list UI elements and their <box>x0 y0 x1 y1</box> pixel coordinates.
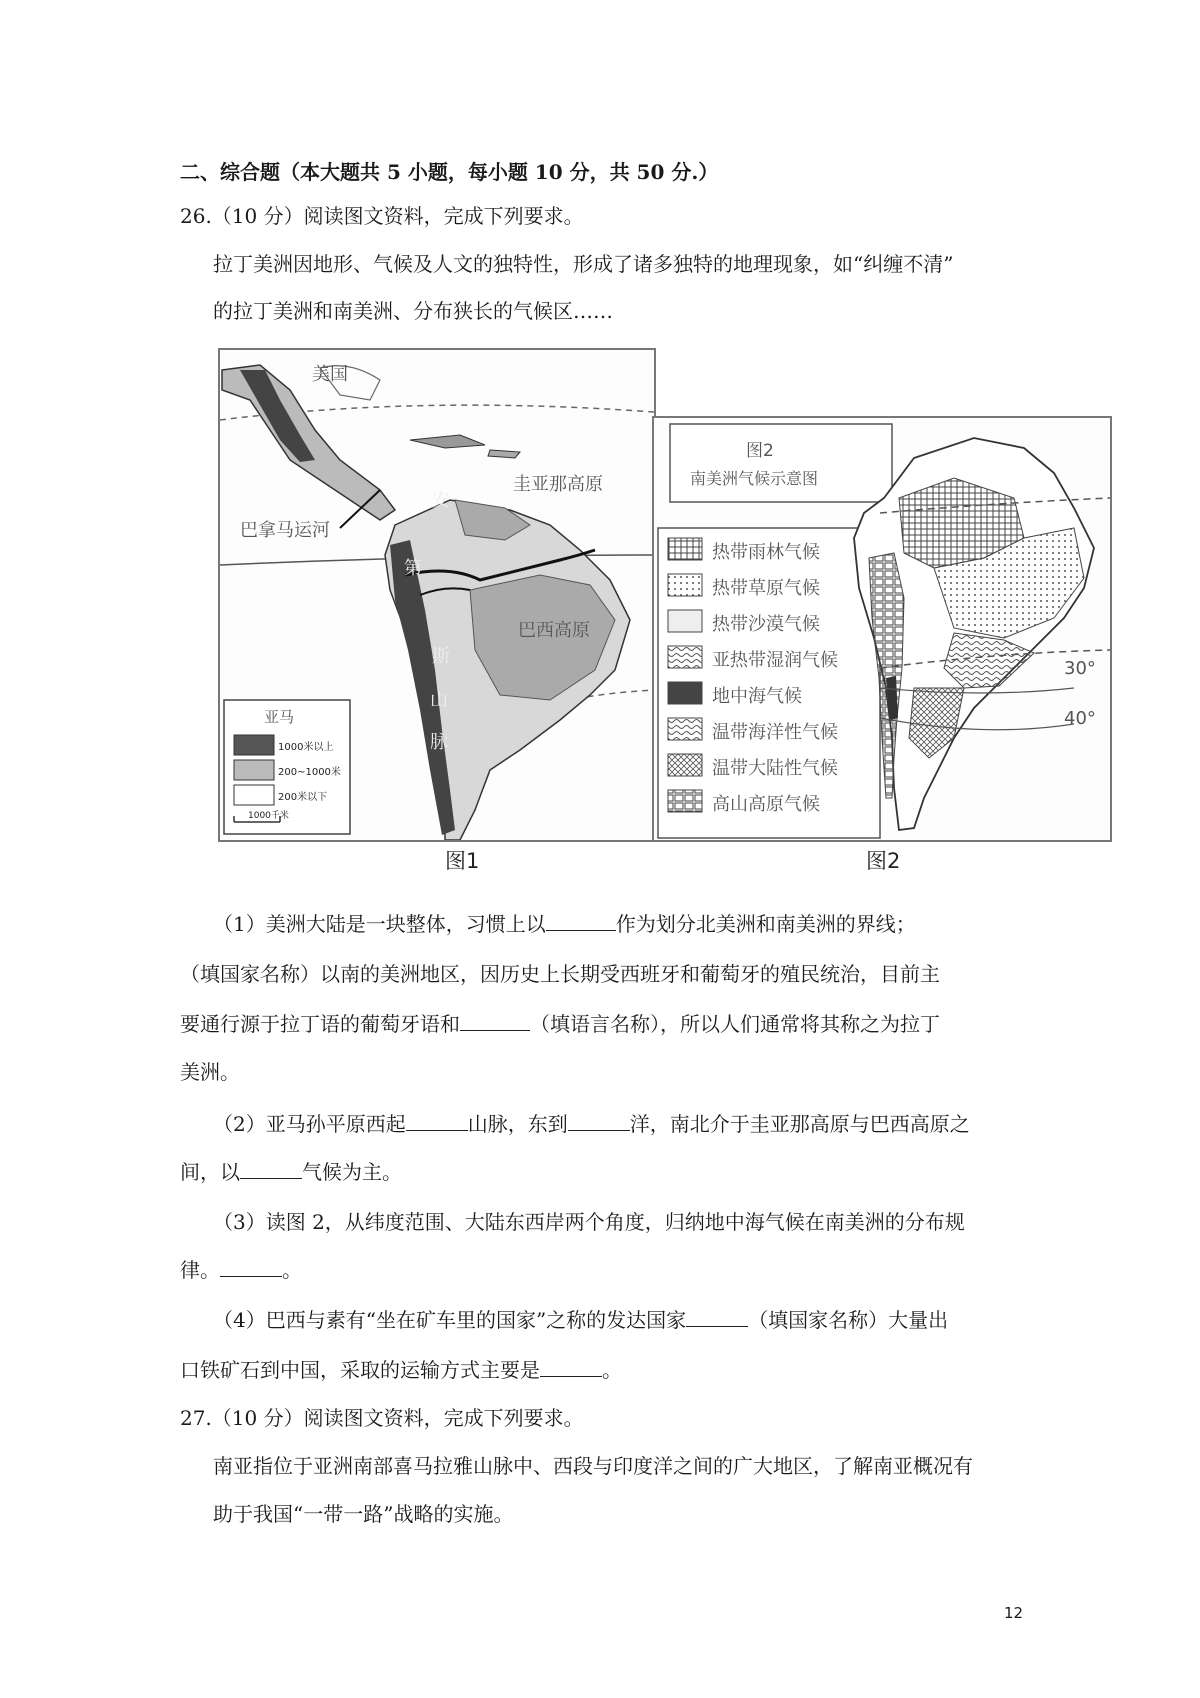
answer-blank-7[interactable] <box>686 1306 748 1327</box>
legend-low: 200米以下 <box>278 792 328 803</box>
q27-line1: 南亚指位于亚洲南部喜马拉雅山脉中、西段与印度洋之间的广大地区，了解南亚概况有 <box>213 1454 973 1478</box>
fig2-legend-0: 热带雨林气候 <box>712 542 820 563</box>
answer-blank-4[interactable] <box>568 1110 630 1131</box>
fig2-legend-2: 热带沙漠气候 <box>712 614 820 635</box>
q27-header: 27.（10 分）阅读图文资料，完成下列要求。 <box>180 1406 584 1430</box>
legend-scale: 1000千米 <box>248 811 289 821</box>
label-andes-4: 山 <box>430 690 448 711</box>
q26-p3-text-b: 律。 <box>180 1258 220 1282</box>
q26-p1-text-b: 作为划分北美洲和南美洲的界线； <box>615 912 916 936</box>
label-brazil-highlands: 巴西高原 <box>518 620 590 641</box>
q26-p4-text-b: （填国家名称）大量出 <box>748 1308 949 1332</box>
q26-p2-text-c: 洋，南北介于圭亚那高原与巴西高原之 <box>629 1112 970 1136</box>
q26-p4-text-d: 。 <box>602 1358 622 1382</box>
fig2-title-1: 图2 <box>746 441 774 461</box>
legend-river: 亚马 <box>264 708 295 726</box>
fig2-latitude-30: 30° <box>1064 658 1096 679</box>
section-title: 二、综合题（本大题共 5 小题，每小题 10 分，共 50 分.） <box>180 160 719 184</box>
answer-blank-6[interactable] <box>220 1256 282 1277</box>
answer-blank-2[interactable] <box>460 1010 530 1031</box>
q26-p1-text-d: 要通行源于拉丁语的葡萄牙语和 <box>180 1012 460 1036</box>
q26-part3-line2 <box>180 1256 302 1284</box>
q26-p4-text-a: （4）巴西与素有“坐在矿车里的国家”之称的发达国家 <box>213 1308 687 1332</box>
fig2-legend-7: 高山高原气候 <box>712 794 820 815</box>
q26-p2-text-b: 山脉，东到 <box>467 1112 568 1136</box>
q26-p2-text-e: 气候为主。 <box>302 1160 402 1184</box>
figure-2-map <box>652 416 1112 842</box>
figure-1-caption: 图1 <box>445 849 480 873</box>
legend-mid: 200~1000米 <box>278 767 341 778</box>
q26-part3-line1: （3）读图 2，从纬度范围、大陆东西岸两个角度，归纳地中海气候在南美洲的分布规 <box>213 1210 965 1234</box>
q26-part4-line2 <box>180 1356 622 1384</box>
fig2-legend-3: 亚热带湿润气候 <box>712 650 838 671</box>
q26-header: 26.（10 分）阅读图文资料，完成下列要求。 <box>180 204 584 228</box>
q26-part1-line4: 美洲。 <box>180 1060 240 1084</box>
q26-intro-line1: 拉丁美洲因地形、气候及人文的独特性，形成了诸多独特的地理现象，如“纠缠不清” <box>213 252 954 276</box>
q26-part4-line1 <box>213 1306 948 1334</box>
label-guiana-highlands: 圭亚那高原 <box>513 474 603 495</box>
q26-part2-line2 <box>180 1158 402 1186</box>
label-andes-2: 第 <box>404 558 422 579</box>
q26-intro-line2: 的拉丁美洲和南美洲、分布狭长的气候区…… <box>213 299 613 323</box>
q26-part1-line3 <box>180 1010 940 1038</box>
legend-high: 1000米以上 <box>278 742 334 753</box>
q26-p1-text-a: （1）美洲大陆是一块整体，习惯上以 <box>213 912 546 936</box>
answer-blank-3[interactable] <box>406 1110 468 1131</box>
fig2-latitude-40: 40° <box>1064 708 1096 729</box>
q26-p4-text-c: 口铁矿石到中国，采取的运输方式主要是 <box>180 1358 540 1382</box>
label-panama-canal: 巴拿马运河 <box>240 520 330 541</box>
figure-1-map <box>218 348 656 842</box>
answer-blank-5[interactable] <box>240 1158 302 1179</box>
fig2-title-2: 南美洲气候示意图 <box>690 469 819 488</box>
answer-blank-1[interactable] <box>546 910 616 931</box>
q26-p3-text-c: 。 <box>282 1258 302 1282</box>
answer-blank-8[interactable] <box>540 1356 602 1377</box>
q26-part1-line2: （填国家名称）以南的美洲地区，因历史上长期受西班牙和葡萄牙的殖民统治，目前主 <box>180 962 940 986</box>
q26-part2-line1 <box>213 1110 970 1138</box>
fig2-legend-1: 热带草原气候 <box>712 578 820 599</box>
q26-p1-text-e: （填语言名称），所以人们通常将其称之为拉丁 <box>530 1012 940 1036</box>
fig2-legend-6: 温带大陆性气候 <box>712 758 838 779</box>
fig2-legend-5: 温带海洋性气候 <box>712 722 838 743</box>
q26-p2-text-d: 间，以 <box>180 1160 240 1184</box>
q26-part1-line1 <box>213 910 916 938</box>
label-andes-5: 脉 <box>430 732 448 753</box>
q27-line2: 助于我国“一带一路”战略的实施。 <box>213 1502 514 1526</box>
page-number: 12 <box>1004 1604 1024 1622</box>
label-andes-1: 安 <box>432 490 450 511</box>
figure-2-caption: 图2 <box>866 849 901 873</box>
label-usa: 美国 <box>312 364 348 385</box>
fig2-legend-4: 地中海气候 <box>712 686 802 707</box>
label-andes-3: 斯 <box>432 646 450 667</box>
q26-p2-text-a: （2）亚马孙平原西起 <box>213 1112 406 1136</box>
